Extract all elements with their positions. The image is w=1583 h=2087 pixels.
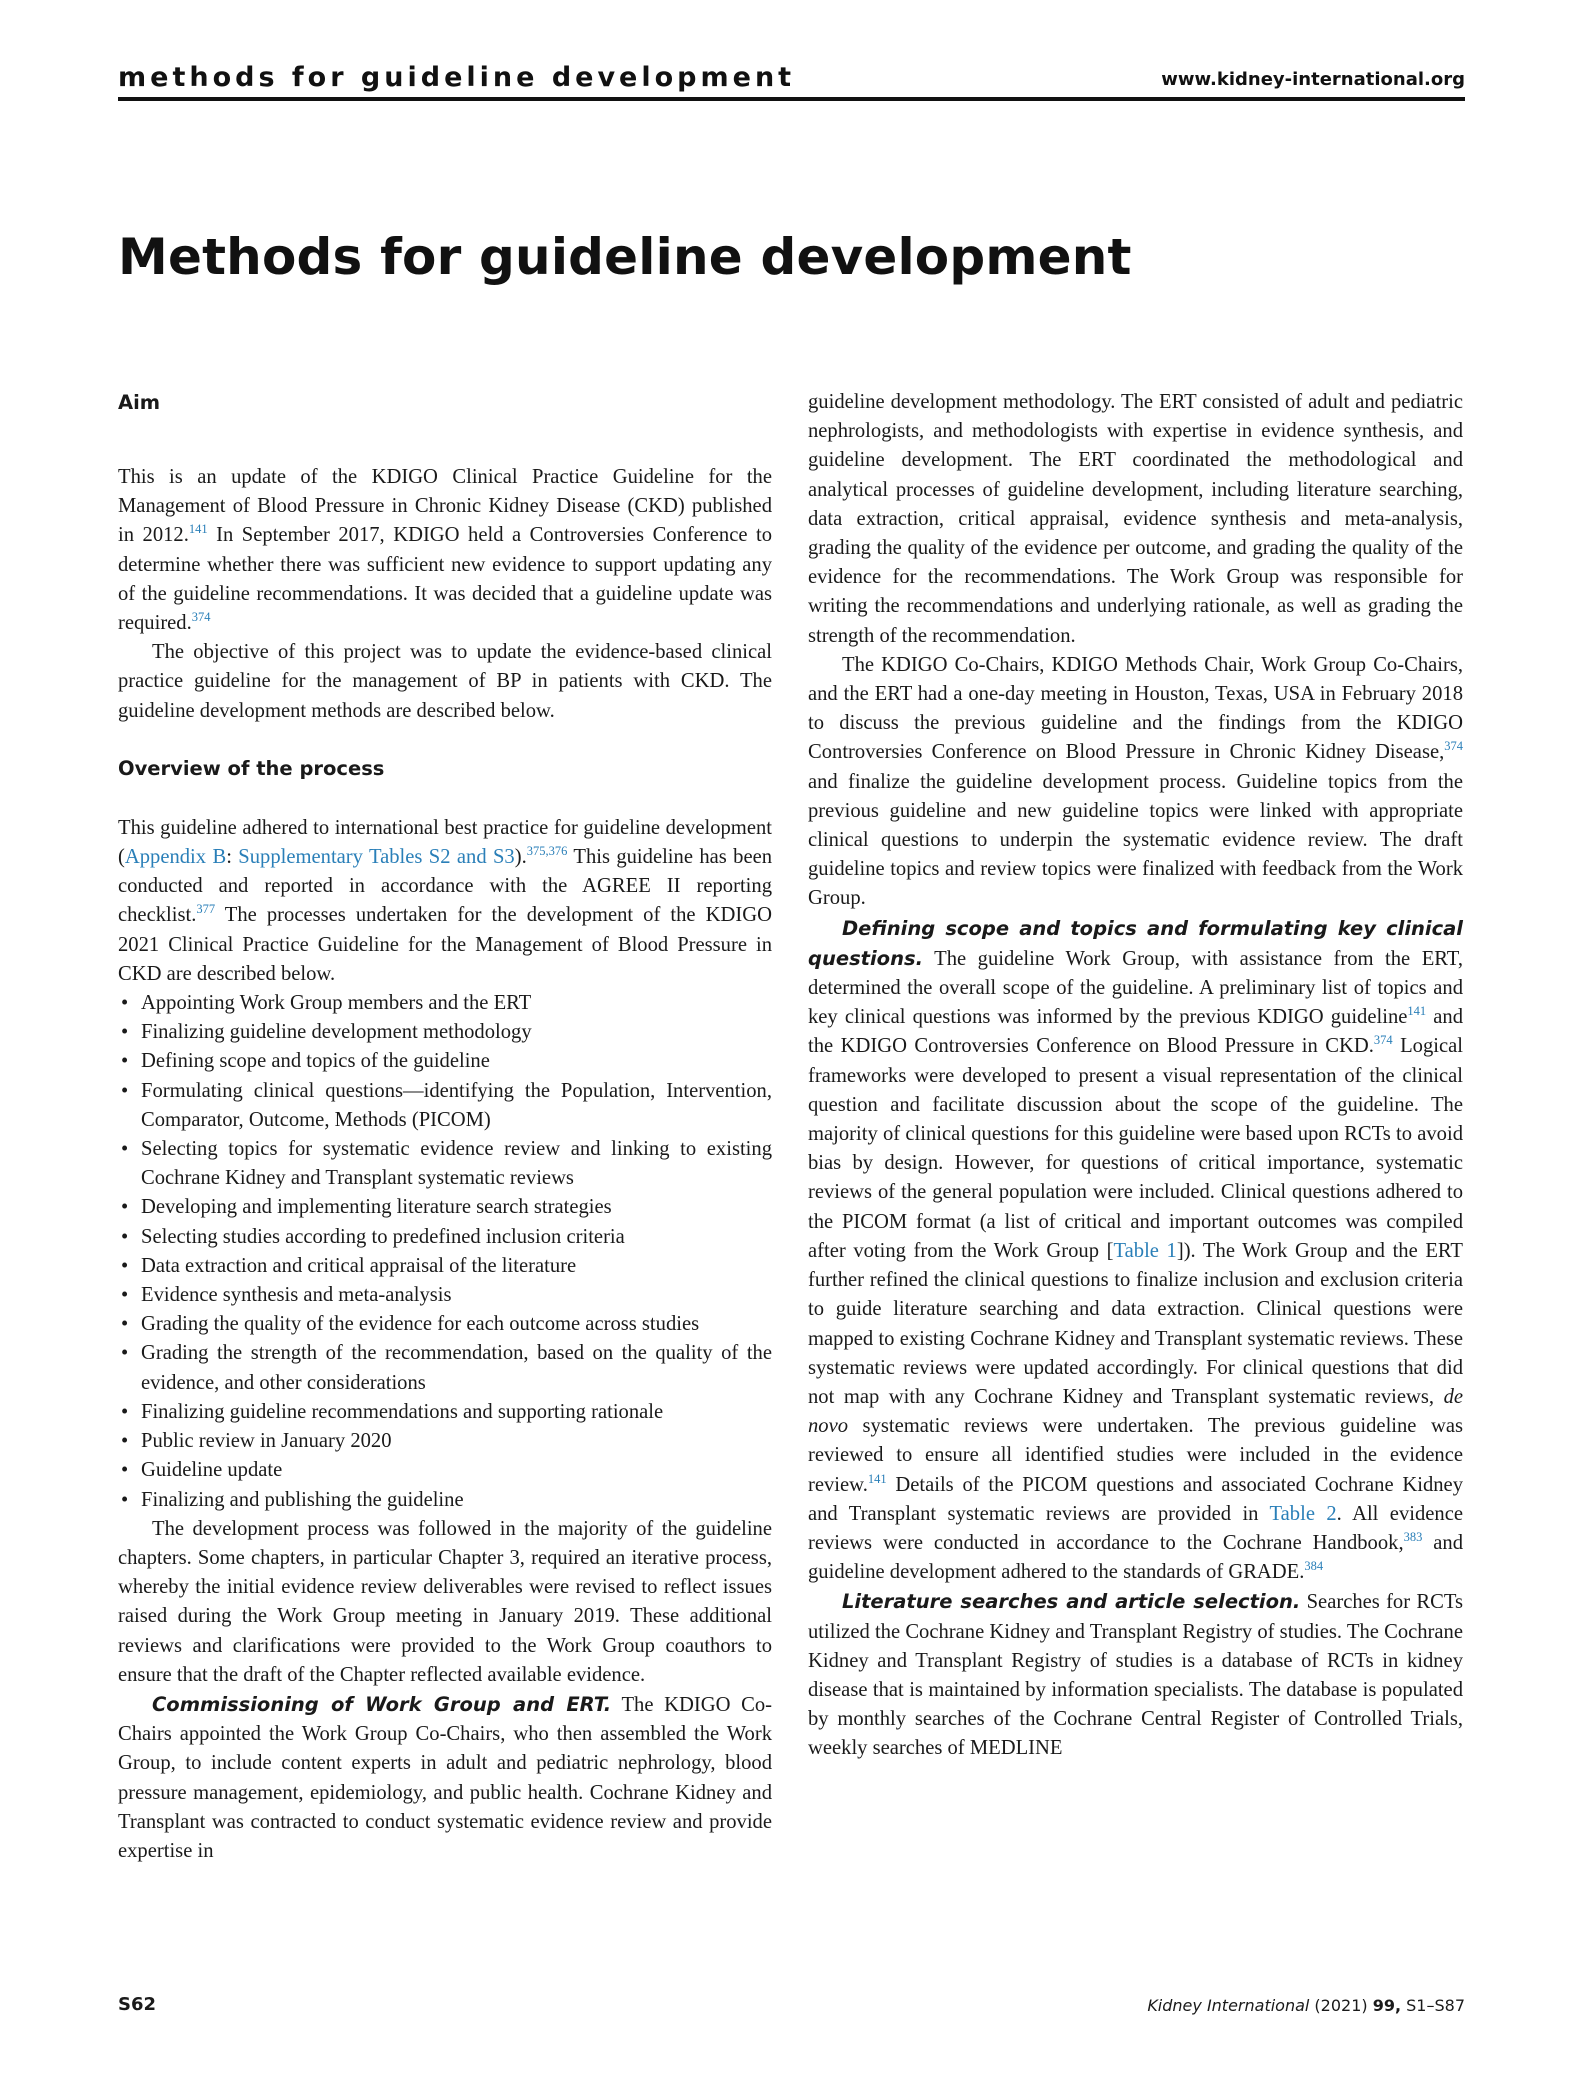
list-item: • Evidence synthesis and meta-analysis	[118, 1281, 772, 1310]
supplementary-tables-link[interactable]: Supplementary Tables S2 and S3	[238, 846, 515, 869]
list-item: • Defining scope and topics of the guideline	[118, 1047, 772, 1076]
page-title: Methods for guideline development	[118, 228, 1132, 286]
list-item: • Public review in January 2020	[118, 1427, 772, 1456]
meeting-paragraph: The KDIGO Co-Chairs, KDIGO Methods Chair, Work Group Co-Chairs, and the ERT had a one-day meeting in Houston, Texas, USA in February 2018 to discuss the previous guideline and the findings from the KDIGO Controversies Conference on Blood Pressure in Chronic Kidney Disease,$^{374}$ and finalize the guideline development process. Guideline topics from the previous guideline and new guideline topics were linked with appropriate clinical questions to underpin the systematic evidence review. The draft guideline topics and review topics were finalized with feedback from the Work Group.	[808, 653, 1463, 910]
list-item: • Finalizing guideline development methodology	[118, 1018, 772, 1047]
aim-paragraph-1: This is an update of the KDIGO Clinical Practice Guideline for the Management of Blood Pressure in Chronic Kidney Disease (CKD) published in 2012.$^{141}$ In September 2017, KDIGO held a Controversies Conference to determine whether there was sufficient new evidence to support updating any of the guideline recommendations. It was decided that a guideline update was required.$^{374}$	[118, 466, 772, 635]
citation[interactable]: 374	[1373, 1033, 1393, 1048]
left-column	[118, 388, 772, 1866]
section-heading-aim: Aim	[118, 391, 161, 414]
scope-paragraph: Defining scope and topics and formulating key clinical questions. The guideline Work Group, with assistance from the ERT, determined the overall scope of the guideline. A preliminary list of topics and key clinical questions was informed by the previous KDIGO guideline$^{141}$ and the KDIGO Controversies Conference on Blood Pressure in CKD.$^{374}$ Logical frameworks were developed to present a visual representation of the clinical question and facilitate discussion about the scope of the guideline. The majority of clinical questions for this guideline were based upon RCTs to avoid bias by design. However, for questions of critical importance, systematic reviews of the general population were included. Clinical questions adhered to the PICOM format (a list of critical and important outcomes was compiled after voting from the Work Group [Table 1]). The Work Group and the ERT further refined the clinical questions to finalize inclusion and exclusion criteria to guide literature searching and data extraction. Clinical questions were mapped to existing Cochrane Kidney and Transplant systematic reviews. These systematic reviews were updated accordingly. For clinical questions that did not map with any Cochrane Kidney and Transplant systematic reviews, de novo systematic reviews were undertaken. The previous guideline was reviewed to ensure all identified studies were included in the evidence review.$^{141}$ Details of the PICOM questions and associated Cochrane Kidney and Transplant systematic reviews are provided in Table 2. All evidence reviews were conducted in accordance to the Cochrane Handbook,$^{383}$ and guideline development adhered to the standards of GRADE.$^{384}$	[808, 916, 1464, 1584]
overview-paragraph-1: This guideline adhered to international best practice for guideline development (Appendix B: Supplementary Tables S2 and S3).$^{375,376}$ This guideline has been conducted and reported in accordance with the AGREE II reporting checklist.$^{377}$ The processes undertaken for the development of the KDIGO 2021 Clinical Practice Guideline for the Management of Blood Pressure in CKD are described below.	[118, 816, 773, 985]
list-item: • Finalizing and publishing the guideline	[118, 1486, 772, 1515]
table-2-link[interactable]: Table 2	[1269, 1502, 1337, 1525]
running-head: methods for guideline development	[118, 62, 796, 93]
list-item: • Appointing Work Group members and the ERT	[118, 989, 772, 1018]
journal-citation: Kidney International (2021) 99, S1–S87	[1147, 1996, 1465, 2015]
citation[interactable]: 141	[1407, 1004, 1427, 1019]
aim-paragraph-2: The objective of this project was to update the evidence-based clinical practice guideline for the management of BP in patients with CKD. The guideline development methods are described below.	[118, 641, 772, 722]
commissioning-paragraph: Commissioning of Work Group and ERT. The KDIGO Co-Chairs appointed the Work Group Co-Chairs, who then assembled the Work Group, to include content experts in adult and pediatric nephrology, blood pressure management, epidemiology, and public health. Cochrane Kidney and Transplant was contracted to conduct systematic evidence review and provide expertise in	[118, 1692, 773, 1862]
citation[interactable]: 377	[196, 902, 216, 917]
citation[interactable]: 141	[188, 522, 208, 537]
overview-paragraph-2: The development process was followed in the majority of the guideline chapters. Some chapters, in particular Chapter 3, required an iterative process, whereby the initial evidence review deliverables were revised to reflect issues raised during the Work Group meeting in January 2019. These additional reviews and clarifications were provided to the Work Group coauthors to ensure that the draft of the Chapter reflected available evidence.	[118, 1517, 772, 1686]
list-item: • Guideline update	[118, 1456, 772, 1485]
literature-runin-heading: Literature searches and article selection.	[842, 1590, 1301, 1614]
list-item: • Formulating clinical questions—identifying the Population, Intervention, Comparator, Outcome, Methods (PICOM)	[118, 1077, 772, 1135]
table-1-link[interactable]: Table 1	[1113, 1239, 1177, 1262]
citation[interactable]: 384	[1304, 1559, 1324, 1574]
literature-paragraph: Literature searches and article selection. Searches for RCTs utilized the Cochrane Kidney and Transplant Registry of studies. The Cochrane Kidney and Transplant Registry of studies is a database of RCTs in kidney disease that is maintained by information specialists. The database is populated by monthly searches of the Cochrane Central Register of Controlled Trials, weekly searches of MEDLINE	[808, 1590, 1463, 1760]
list-item: • Data extraction and critical appraisal of the literature	[118, 1252, 772, 1281]
commissioning-runin-heading: Commissioning of Work Group and ERT.	[152, 1692, 612, 1716]
citation[interactable]: 374	[191, 610, 211, 625]
citation[interactable]: 374	[1444, 739, 1463, 754]
page-number: S62	[118, 1994, 157, 2015]
appendix-b-link[interactable]: Appendix B	[124, 846, 227, 869]
citation[interactable]: 141	[867, 1471, 887, 1486]
commissioning-paragraph-continued: guideline development methodology. The ERT consisted of adult and pediatric nephrologists, and methodologists with expertise in evidence synthesis, and guideline development. The ERT coordinated the methodological and analytical processes of guideline development, including literature searching, data extraction, critical appraisal, evidence synthesis and meta-analysis, grading the quality of the evidence per outcome, and grading the quality of the evidence for the recommendations. The Work Group was responsible for writing the recommendations and underlying rationale, as well as grading the strength of the recommendation.	[808, 391, 1463, 647]
list-item: • Selecting studies according to predefined inclusion criteria	[118, 1223, 772, 1252]
list-item: • Developing and implementing literature search strategies	[118, 1193, 772, 1222]
journal-url[interactable]: www.kidney-international.org	[1161, 69, 1465, 90]
scope-runin-heading: Defining scope and topics and formulating key clinical questions.	[808, 916, 1463, 970]
list-item: • Finalizing guideline recommendations and supporting rationale	[118, 1398, 772, 1427]
list-item: • Selecting topics for systematic evidence review and linking to existing Cochrane Kidney and Transplant systematic reviews	[118, 1135, 772, 1193]
section-heading-overview: Overview of the process	[118, 756, 385, 780]
list-item: • Grading the quality of the evidence for each outcome across studies	[118, 1310, 772, 1339]
list-item: • Grading the strength of the recommendation, based on the quality of the evidence, and other considerations	[118, 1339, 772, 1397]
header-rule	[118, 97, 1465, 101]
right-column	[808, 388, 1463, 1764]
process-steps-list	[118, 989, 772, 1515]
citation[interactable]: 383	[1403, 1529, 1423, 1544]
citation[interactable]: 375,376	[526, 844, 568, 859]
